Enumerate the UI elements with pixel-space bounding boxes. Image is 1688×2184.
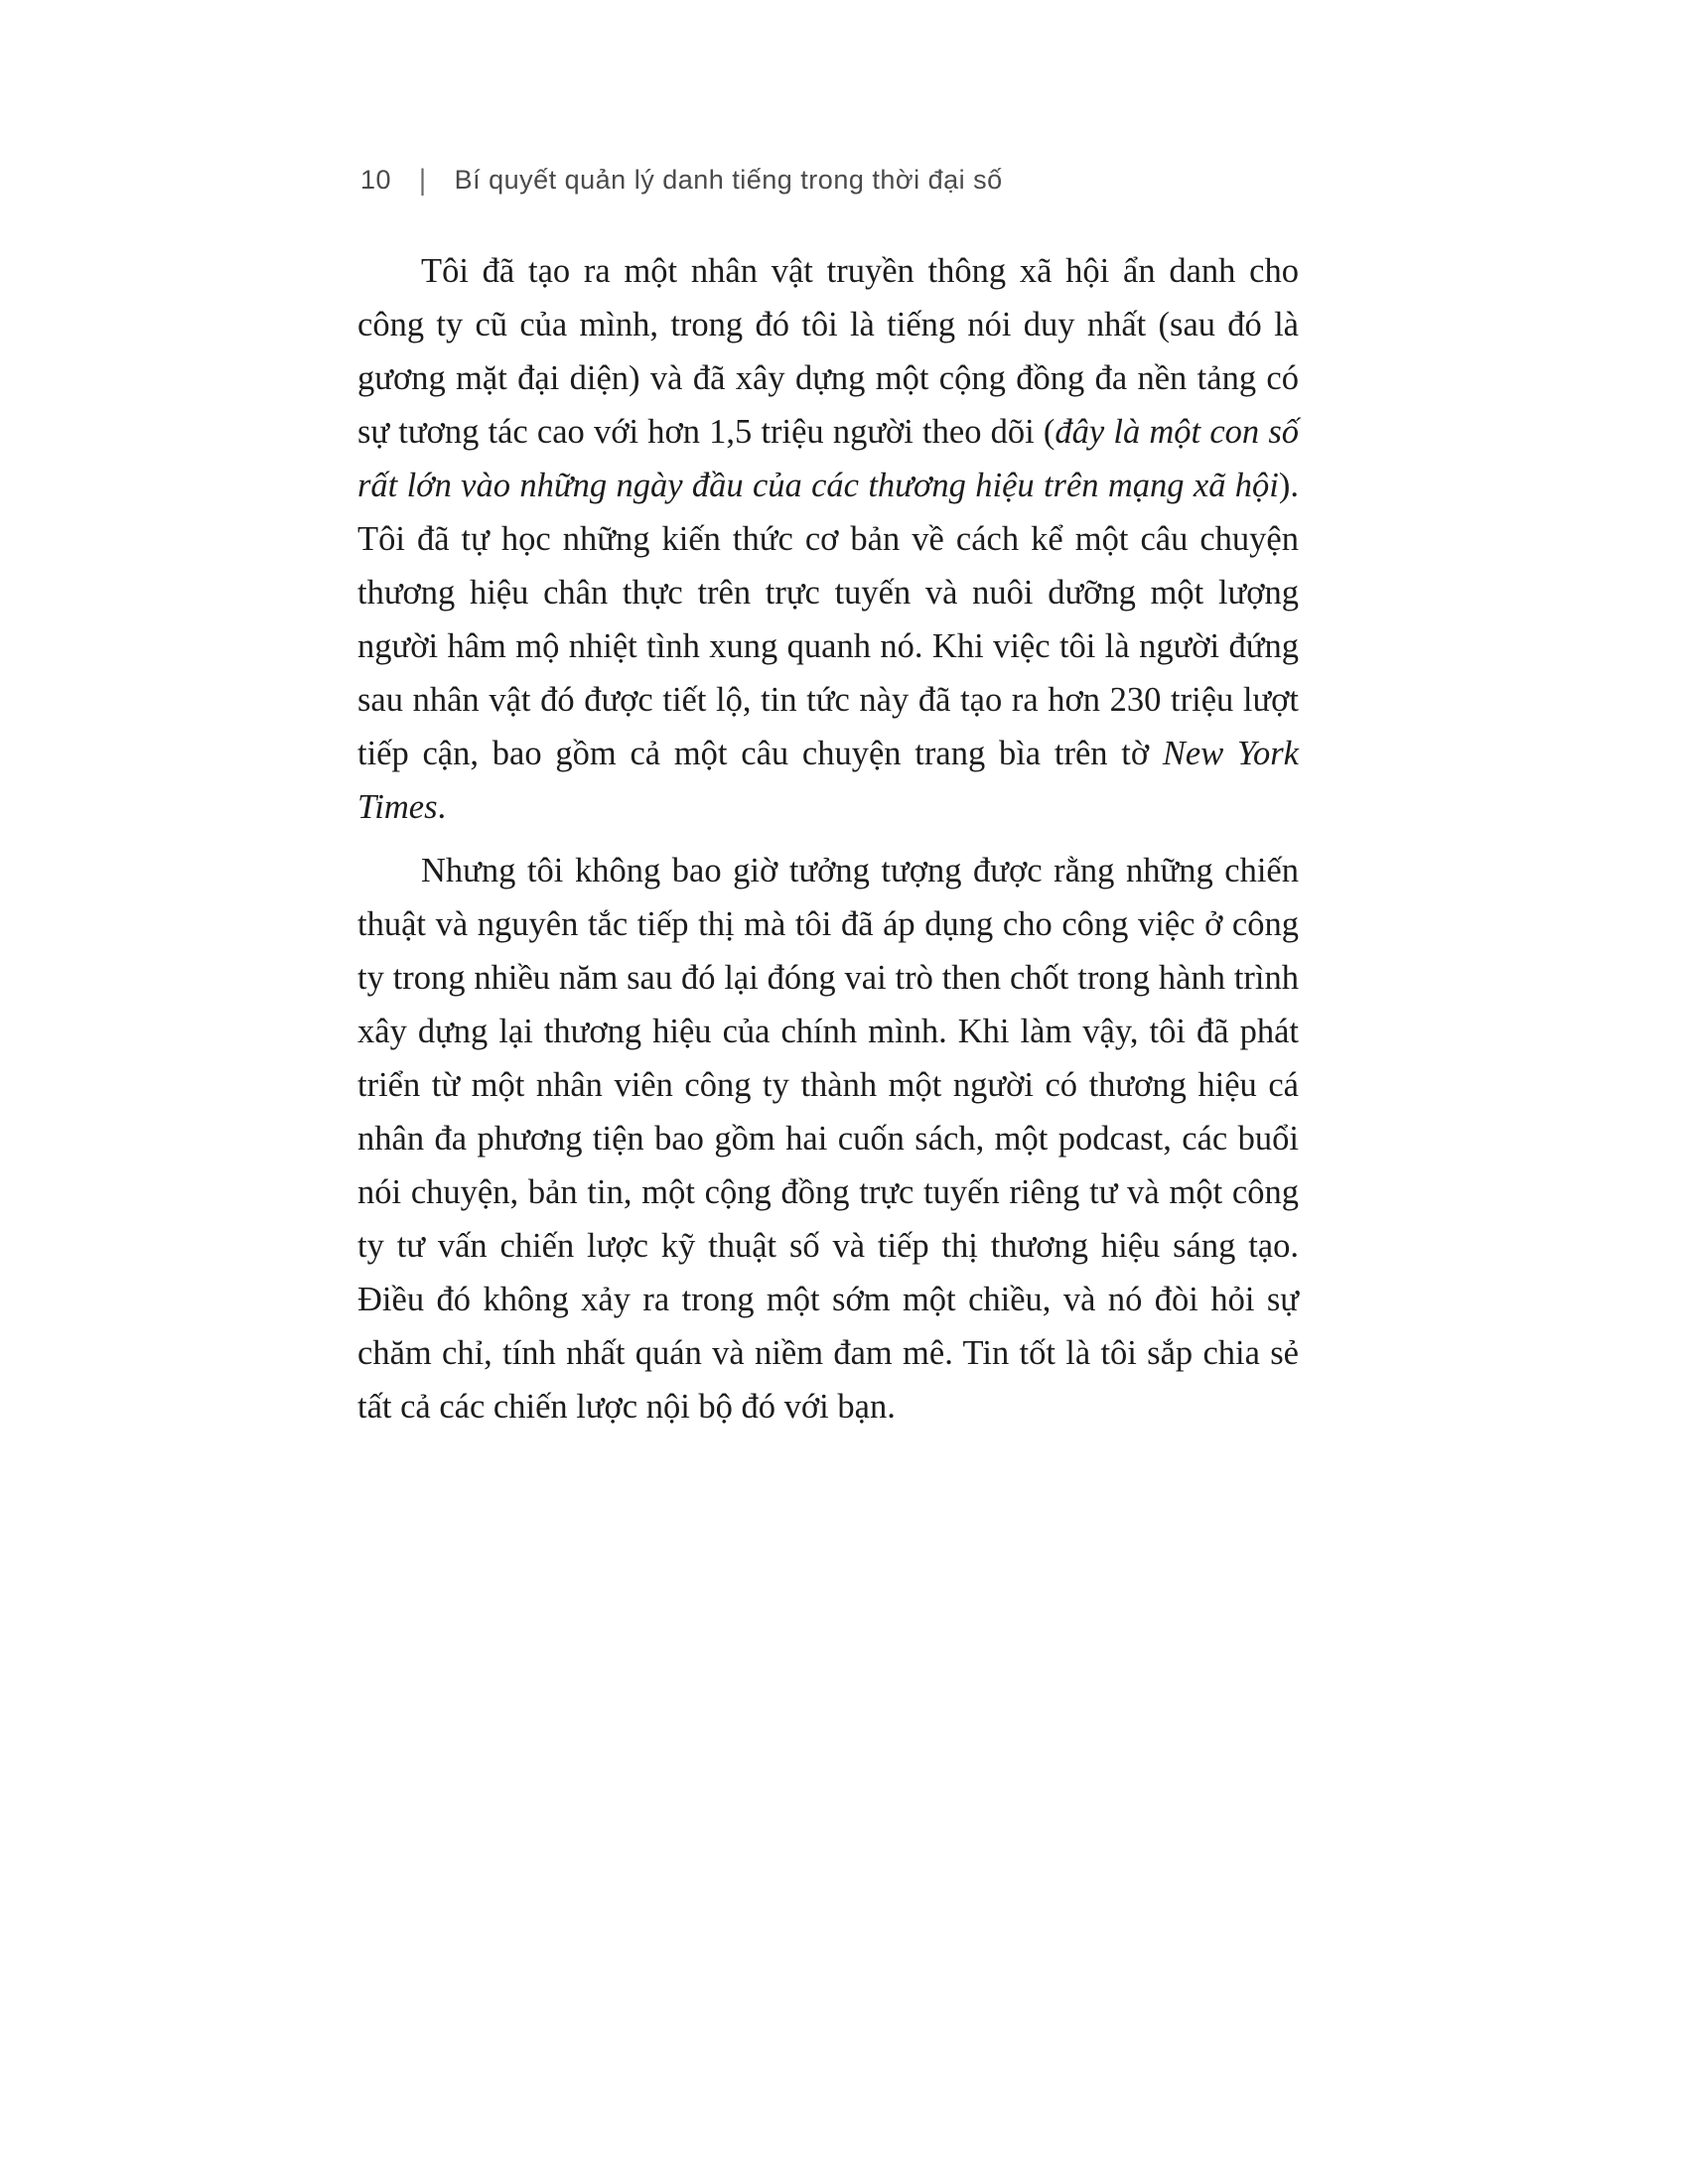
page-header <box>360 165 1353 196</box>
header-divider: | <box>419 163 427 197</box>
paragraph-1 <box>357 244 1299 834</box>
page-number: 10 <box>360 165 392 195</box>
page-body <box>357 244 1299 1443</box>
paragraph-1-text-c: . <box>437 788 447 826</box>
paragraph-2: Nhưng tôi không bao giờ tưởng tượng được rằng những chiến thuật và nguyên tắc tiếp thị mà tôi đã áp dụng cho công việc ở công ty trong nhiều năm sau đó lại đóng vai trò then chốt trong hành trình xây dựng lại thương hiệu của chính mình. Khi làm vậy, tôi đã phát triển từ một nhân viên công ty thành một người có thương hiệu cá nhân đa phương tiện bao gồm hai cuốn sách, một podcast, các buổi nói chuyện, bản tin, một cộng đồng trực tuyến riêng tư và một công ty tư vấn chiến lược kỹ thuật số và tiếp thị thương hiệu sáng tạo. Điều đó không xảy ra trong một sớm một chiều, và nó đòi hỏi sự chăm chỉ, tính nhất quán và niềm đam mê. Tin tốt là tôi sắp chia sẻ tất cả các chiến lược nội bộ đó với bạn. <box>357 852 1299 1426</box>
paragraph-1-italic-a: đây là một con số rất lớn vào những ngày đầu của các thương hiệu trên mạng xã hội <box>357 413 1299 504</box>
running-title: Bí quyết quản lý danh tiếng trong thời đại số <box>454 165 1003 195</box>
paragraph-1-text-b: ). Tôi đã tự học những kiến thức cơ bản về cách kể một câu chuyện thương hiệu chân thực trên trực tuyến và nuôi dưỡng một lượng người hâm mộ nhiệt tình xung quanh nó. Khi việc tôi là người đứng sau nhân vật đó được tiết lộ, tin tức này đã tạo ra hơn 230 triệu lượt tiếp cận, bao gồm cả một câu chuyện trang bìa trên tờ <box>357 467 1299 772</box>
paragraph-1-italic-b: New York Times <box>357 735 1299 826</box>
paragraph-1-text-a: Tôi đã tạo ra một nhân vật truyền thông xã hội ẩn danh cho công ty cũ của mình, trong đó tôi là tiếng nói duy nhất (sau đó là gương mặt đại diện) và đã xây dựng một cộng đồng đa nền tảng có sự tương tác cao với hơn 1,5 triệu người theo dõi ( <box>357 252 1299 451</box>
